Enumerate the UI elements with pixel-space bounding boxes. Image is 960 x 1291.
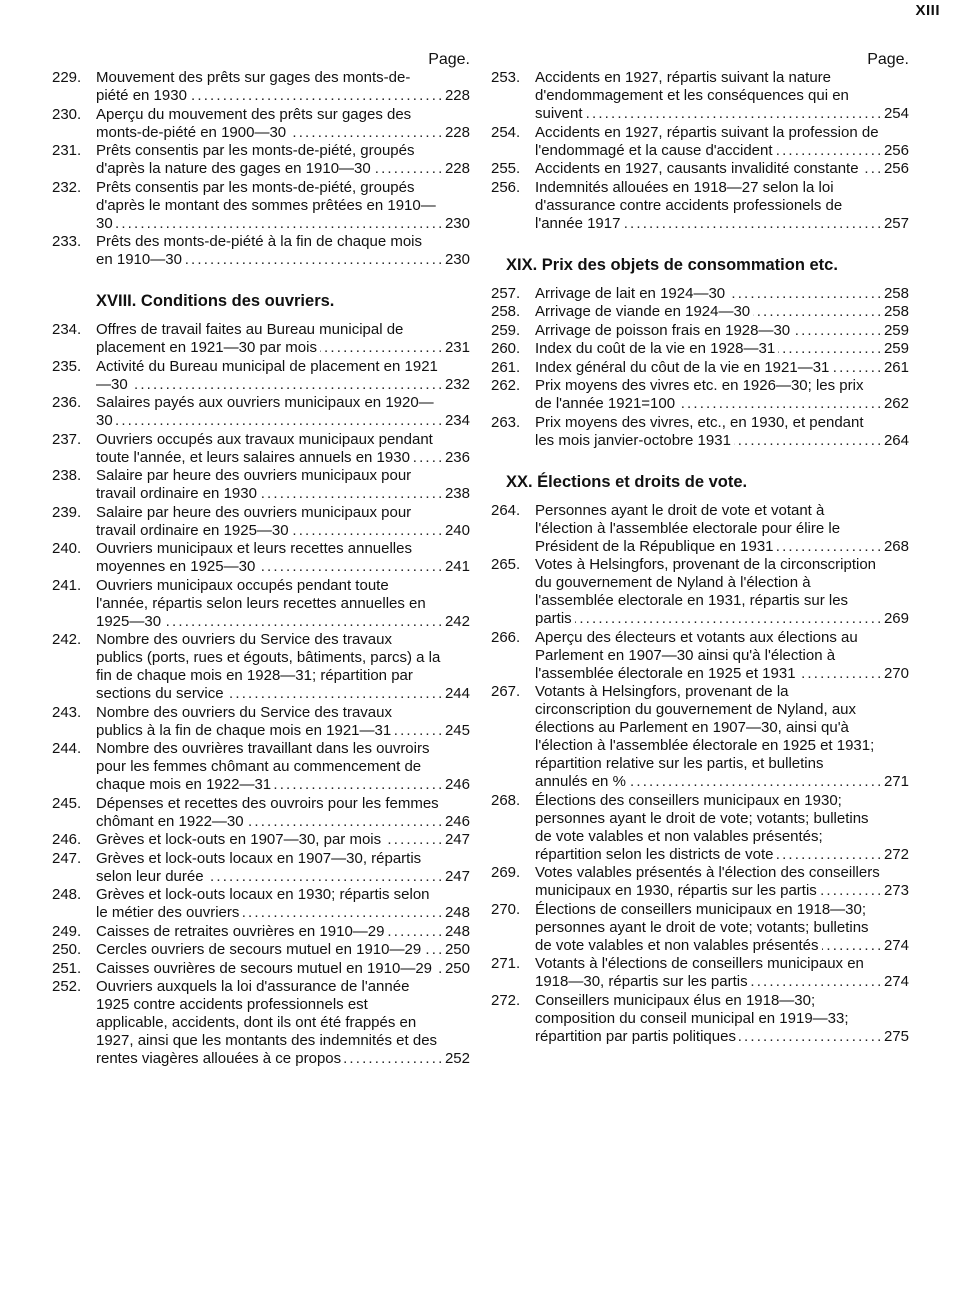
entry-title: Grèves et lock-outs en 1907—30, par mois xyxy=(96,831,384,848)
right-column xyxy=(491,50,909,1046)
entry-title: Votes à Helsingfors, provenant de la circonscription du gouvernement de Nyland à l'élection à l'assemblée electorale en 1931, répartis sur les partis xyxy=(535,556,877,627)
entry-page: 264 xyxy=(880,432,909,450)
entry-title-wrap xyxy=(535,303,880,321)
entry-title-wrap xyxy=(96,978,441,1068)
entry-number: 264. xyxy=(491,501,521,519)
entry-page: 247 xyxy=(441,831,470,849)
entry-page: 244 xyxy=(441,685,470,703)
entry-page: 230 xyxy=(441,215,470,233)
entry-page: 256 xyxy=(880,160,909,178)
entry-title: Conseillers municipaux élus en 1918—30; composition du conseil municipal en 1919—33; répartition par partis politiques xyxy=(535,991,849,1045)
entry-title-wrap xyxy=(535,69,880,123)
entry-title-wrap xyxy=(96,923,441,941)
entry-number: 235. xyxy=(52,357,82,375)
entry-page: 242 xyxy=(441,613,470,631)
toc-entry xyxy=(491,992,909,1046)
toc-entry xyxy=(52,431,470,467)
entry-title-wrap xyxy=(96,69,441,105)
entry-number: 250. xyxy=(52,941,82,958)
entry-title: Aperçu des électeurs et votants aux élections au Parlement en 1907—30 ainsi qu'à l'élection à l'assemblée électorale en 1925 et 1931 xyxy=(535,628,858,682)
entry-number: 229. xyxy=(52,69,82,86)
toc-entry xyxy=(491,322,909,340)
entry-page: 246 xyxy=(441,776,470,794)
entry-number: 231. xyxy=(52,142,82,159)
entry-title-wrap xyxy=(96,321,441,357)
toc-entry xyxy=(52,577,470,631)
toc-entry xyxy=(52,394,470,430)
entry-number: 238. xyxy=(52,467,82,484)
entry-title: Ouvriers occupés aux travaux municipaux pendant toute l'année, et leurs salaires annuels en 1930 xyxy=(96,430,433,466)
entry-number: 249. xyxy=(52,922,82,940)
entry-title: Prêts consentis par les monts-de-piété, groupés d'après la nature des gages en 1910—30 xyxy=(96,142,415,177)
entry-title-wrap xyxy=(96,179,441,233)
toc-entry xyxy=(491,303,909,321)
entry-title: Caisses ouvrières de secours mutuel en 1910—29 xyxy=(96,960,435,977)
entry-title: Arrivage de poisson frais en 1928—30 xyxy=(535,322,793,339)
entry-title-wrap xyxy=(96,142,441,178)
entry-page: 259 xyxy=(880,340,909,358)
toc-entry xyxy=(491,359,909,377)
entry-number: 261. xyxy=(491,358,521,376)
toc-entry xyxy=(52,978,470,1068)
entry-page: 273 xyxy=(880,882,909,900)
entry-page: 228 xyxy=(441,87,470,105)
entry-number: 262. xyxy=(491,377,521,394)
toc-list xyxy=(52,69,470,269)
entry-title-wrap xyxy=(535,377,880,413)
entry-title-wrap xyxy=(535,556,880,628)
entry-number: 230. xyxy=(52,105,82,123)
section-heading: XVIII. Conditions des ouvriers. xyxy=(96,292,335,310)
entry-number: 234. xyxy=(52,321,82,338)
entry-title: Aperçu du mouvement des prêts sur gages des monts-de-piété en 1900—30 xyxy=(96,105,412,141)
entry-number: 245. xyxy=(52,794,82,812)
entry-page: 250 xyxy=(441,960,470,978)
entry-page: 259 xyxy=(880,322,909,340)
toc-entry xyxy=(52,233,470,269)
entry-title: Index du coût de la vie en 1928—31 xyxy=(535,340,778,357)
entry-title: Arrivage de lait en 1924—30 xyxy=(535,285,728,302)
entry-number: 268. xyxy=(491,791,521,809)
page-column-label: Page. xyxy=(867,51,909,68)
entry-page: 268 xyxy=(880,538,909,556)
entry-title: Accidents en 1927, causants invalidité constante xyxy=(535,160,862,177)
entry-page: 269 xyxy=(880,610,909,628)
entry-title-wrap xyxy=(96,233,441,269)
entry-number: 254. xyxy=(491,123,521,141)
entry-number: 246. xyxy=(52,831,82,848)
toc-entry xyxy=(491,179,909,233)
entry-number: 252. xyxy=(52,978,82,995)
entry-number: 247. xyxy=(52,849,82,867)
entry-title-wrap xyxy=(535,359,880,377)
page-column-label: Page. xyxy=(428,51,470,68)
entry-title: Accidents en 1927, répartis suivant la profession de l'endommagé et la cause d'accident xyxy=(535,123,879,159)
toc-list xyxy=(491,69,909,233)
entry-page: 250 xyxy=(441,941,470,959)
entry-number: 239. xyxy=(52,503,82,521)
entry-title-wrap xyxy=(535,992,880,1046)
toc-entry xyxy=(491,69,909,123)
entry-number: 265. xyxy=(491,556,521,573)
entry-number: 232. xyxy=(52,178,82,196)
entry-page: 258 xyxy=(880,285,909,303)
entry-title: Caisses de retraites ouvrières en 1910—29 xyxy=(96,923,388,940)
entry-title: Salaire par heure des ouvriers municipaux pour travail ordinaire en 1930 xyxy=(96,467,412,502)
toc-list xyxy=(491,285,909,450)
entry-title: Prix moyens des vivres etc. en 1926—30; les prix de l'année 1921=100 xyxy=(535,377,864,412)
entry-title: Prix moyens des vivres, etc., en 1930, et pendant les mois janvier-octobre 1931 xyxy=(535,413,864,449)
toc-entry xyxy=(52,321,470,357)
toc-entry xyxy=(491,502,909,556)
entry-title: Votes valables présentés à l'élection des conseillers municipaux en 1930, répartis sur les partis xyxy=(535,864,880,899)
entry-page: 274 xyxy=(880,973,909,991)
entry-title-wrap xyxy=(96,886,441,922)
entry-number: 240. xyxy=(52,540,82,557)
toc-entry xyxy=(491,414,909,450)
entry-number: 236. xyxy=(52,394,82,411)
toc-entry xyxy=(491,377,909,413)
toc-entry xyxy=(52,358,470,394)
entry-number: 253. xyxy=(491,69,521,86)
entry-title: Cercles ouvriers de secours mutuel en 1910—29 xyxy=(96,941,424,958)
entry-title: Indemnités allouées en 1918—27 selon la loi d'assurance contre accidents professionels de l'année 1917 xyxy=(535,178,843,232)
entry-page: 272 xyxy=(880,846,909,864)
toc-entry xyxy=(52,631,470,703)
entry-title-wrap xyxy=(535,901,880,955)
entry-title: Nombre des ouvrières travaillant dans les ouvroirs pour les femmes chômant au commencement de chaque mois en 1922—31 xyxy=(96,740,430,793)
section-heading: XX. Élections et droits de vote. xyxy=(506,472,748,491)
entry-number: 257. xyxy=(491,284,521,302)
entry-page: 245 xyxy=(441,722,470,740)
entry-title-wrap xyxy=(96,431,441,467)
entry-page: 271 xyxy=(880,773,909,791)
entry-title: Ouvriers municipaux et leurs recettes annuelles moyennes en 1925—30 xyxy=(96,540,412,575)
entry-title-wrap xyxy=(535,414,880,450)
entry-page: 234 xyxy=(441,412,470,430)
toc-entry xyxy=(52,179,470,233)
entry-number: 243. xyxy=(52,703,82,721)
entry-title: Salaires payés aux ouvriers municipaux en 1920—30 xyxy=(96,394,434,429)
entry-number: 266. xyxy=(491,628,521,646)
entry-page: 236 xyxy=(441,449,470,467)
entry-number: 260. xyxy=(491,340,521,357)
toc-entry xyxy=(491,955,909,991)
entry-page: 261 xyxy=(880,359,909,377)
entry-number: 258. xyxy=(491,303,521,320)
entry-number: 242. xyxy=(52,631,82,648)
toc-entry xyxy=(52,923,470,941)
entry-title-wrap xyxy=(96,577,441,631)
toc-entry xyxy=(52,795,470,831)
page-number: XIII xyxy=(915,2,940,19)
entry-title: Votants à l'élections de conseillers municipaux en 1918—30, répartis sur les partis xyxy=(535,955,864,990)
toc-entry xyxy=(491,792,909,864)
entry-title-wrap xyxy=(535,179,880,233)
toc-list xyxy=(491,502,909,1046)
entry-number: 255. xyxy=(491,160,521,177)
toc-entry xyxy=(52,886,470,922)
entry-page: 256 xyxy=(880,142,909,160)
entry-title-wrap xyxy=(96,106,441,142)
entry-title-wrap xyxy=(535,792,880,864)
entry-title-wrap xyxy=(96,394,441,430)
entry-page: 275 xyxy=(880,1028,909,1046)
toc-entry xyxy=(491,124,909,160)
toc-entry xyxy=(491,901,909,955)
section-heading: XIX. Prix des objets de consommation etc. xyxy=(506,255,838,274)
entry-page: 254 xyxy=(880,105,909,123)
entry-title-wrap xyxy=(535,683,880,791)
entry-title-wrap xyxy=(535,285,880,303)
toc-entry xyxy=(491,683,909,791)
entry-title-wrap xyxy=(96,504,441,540)
entry-title-wrap xyxy=(535,864,880,900)
entry-page: 248 xyxy=(441,904,470,922)
entry-page: 252 xyxy=(441,1050,470,1068)
entry-page: 241 xyxy=(441,558,470,576)
entry-title-wrap xyxy=(535,955,880,991)
entry-title: Ouvriers municipaux occupés pendant toute l'année, répartis selon leurs recettes annuelles en 1925—30 xyxy=(96,576,426,630)
entry-title: Élections des conseillers municipaux en 1930; personnes ayant le droit de vote; votants; bulletins de vote valables et non valables présentés; répartition selon les districts de vote xyxy=(535,791,869,863)
entry-title: Index général du côut de la vie en 1921—31 xyxy=(535,359,832,376)
entry-number: 251. xyxy=(52,959,82,977)
entry-number: 270. xyxy=(491,900,521,918)
toc-entry xyxy=(491,864,909,900)
toc-entry xyxy=(491,160,909,178)
entry-page: 246 xyxy=(441,813,470,831)
entry-title-wrap xyxy=(96,831,441,849)
entry-title: Activité du Bureau municipal de placement en 1921—30 xyxy=(96,357,438,393)
toc-entry xyxy=(52,106,470,142)
toc-entry xyxy=(52,540,470,576)
entry-page: 274 xyxy=(880,937,909,955)
entry-page: 232 xyxy=(441,376,470,394)
entry-title-wrap xyxy=(535,629,880,683)
entry-page: 257 xyxy=(880,215,909,233)
entry-title: Offres de travail faites au Bureau municipal de placement en 1921—30 par mois xyxy=(96,321,404,356)
entry-title: Mouvement des prêts sur gages des monts-de-piété en 1930 xyxy=(96,69,411,104)
entry-page: 240 xyxy=(441,522,470,540)
toc-entry xyxy=(491,340,909,358)
entry-number: 272. xyxy=(491,991,521,1009)
entry-title: Accidents en 1927, répartis suivant la nature d'endommagement et les conséquences qui en suivent xyxy=(535,69,849,122)
entry-title: Votants à Helsingfors, provenant de la circonscription du gouvernement de Nyland, aux élections au Parlement en 1907—30, ainsi qu'à l'élection à l'assemblée électorale en 1925 et 1931; répartition relative sur les partis, et bulletins annulés en % xyxy=(535,683,875,790)
toc-entry xyxy=(491,556,909,628)
toc-entry xyxy=(52,831,470,849)
entry-title: Grèves et lock-outs locaux en 1930; répartis selon le métier des ouvriers xyxy=(96,886,430,921)
toc-entry xyxy=(52,142,470,178)
toc-entry xyxy=(491,285,909,303)
entry-number: 269. xyxy=(491,864,521,881)
entry-title: Nombre des ouvriers du Service des travaux publics (ports, rues et égouts, bâtiments, parcs) a la fin de chaque mois en 1928—31; répartition par sections du service xyxy=(96,631,441,702)
entry-title-wrap xyxy=(96,540,441,576)
toc-entry xyxy=(52,704,470,740)
entry-title: Prêts consentis par les monts-de-piété, groupés d'après le montant des sommes prêtées en 1910—30 xyxy=(96,178,436,232)
entry-page: 238 xyxy=(441,485,470,503)
toc-entry xyxy=(52,467,470,503)
entry-page: 262 xyxy=(880,395,909,413)
entry-page: 247 xyxy=(441,868,470,886)
entry-title-wrap xyxy=(535,322,880,340)
entry-number: 259. xyxy=(491,321,521,339)
toc-entry xyxy=(52,960,470,978)
entry-title: Prêts des monts-de-piété à la fin de chaque mois en 1910—30 xyxy=(96,233,423,268)
entry-title-wrap xyxy=(96,850,441,886)
entry-number: 241. xyxy=(52,576,82,594)
toc-entry xyxy=(491,629,909,683)
entry-page: 270 xyxy=(880,665,909,683)
entry-page: 231 xyxy=(441,339,470,357)
toc-entry xyxy=(52,69,470,105)
entry-number: 233. xyxy=(52,233,82,250)
entry-number: 263. xyxy=(491,413,521,431)
entry-title-wrap xyxy=(535,502,880,556)
toc-list xyxy=(52,321,470,1068)
entry-title-wrap xyxy=(96,960,441,978)
entry-page: 230 xyxy=(441,251,470,269)
entry-title: Nombre des ouvriers du Service des travaux publics à la fin de chaque mois en 1921—31 xyxy=(96,704,394,739)
entry-title: Arrivage de viande en 1924—30 xyxy=(535,303,753,320)
entry-page: 228 xyxy=(441,160,470,178)
entry-title-wrap xyxy=(96,358,441,394)
entry-title-wrap xyxy=(96,467,441,503)
entry-title: Personnes ayant le droit de vote et votant à l'élection à l'assemblée electorale pour élire le Président de la République en 1931 xyxy=(535,501,841,555)
entry-number: 248. xyxy=(52,886,82,903)
toc-entry xyxy=(52,850,470,886)
entry-title-wrap xyxy=(96,704,441,740)
entry-page: 258 xyxy=(880,303,909,321)
entry-title: Grèves et lock-outs locaux en 1907—30, répartis selon leur durée xyxy=(96,849,422,885)
entry-number: 244. xyxy=(52,740,82,757)
entry-title-wrap xyxy=(96,795,441,831)
entry-title-wrap xyxy=(535,340,880,358)
entry-title: Élections de conseillers municipaux en 1918—30; personnes ayant le droit de vote; votants; bulletins de vote valables et non valables présentés xyxy=(535,900,869,954)
entry-title-wrap xyxy=(96,631,441,703)
entry-number: 271. xyxy=(491,955,521,972)
toc-entry xyxy=(52,740,470,794)
left-column xyxy=(52,50,470,1069)
entry-number: 267. xyxy=(491,683,521,700)
entry-title: Salaire par heure des ouvriers municipaux pour travail ordinaire en 1925—30 xyxy=(96,503,412,539)
entry-title-wrap xyxy=(535,124,880,160)
entry-page: 248 xyxy=(441,923,470,941)
entry-title-wrap xyxy=(96,941,441,959)
entry-title-wrap xyxy=(535,160,880,178)
entry-title: Ouvriers auxquels la loi d'assurance de l'année 1925 contre accidents professionnels est applicable, accidents, dont ils ont été frappés en 1927, ainsi que les montants des indemnités et des rentes viagères allouées à ce propos xyxy=(96,978,438,1067)
entry-title-wrap xyxy=(96,740,441,794)
entry-page: 228 xyxy=(441,124,470,142)
entry-number: 256. xyxy=(491,178,521,196)
toc-entry xyxy=(52,504,470,540)
toc-entry xyxy=(52,941,470,959)
entry-title: Dépenses et recettes des ouvroirs pour les femmes chômant en 1922—30 xyxy=(96,794,439,830)
entry-number: 237. xyxy=(52,430,82,448)
